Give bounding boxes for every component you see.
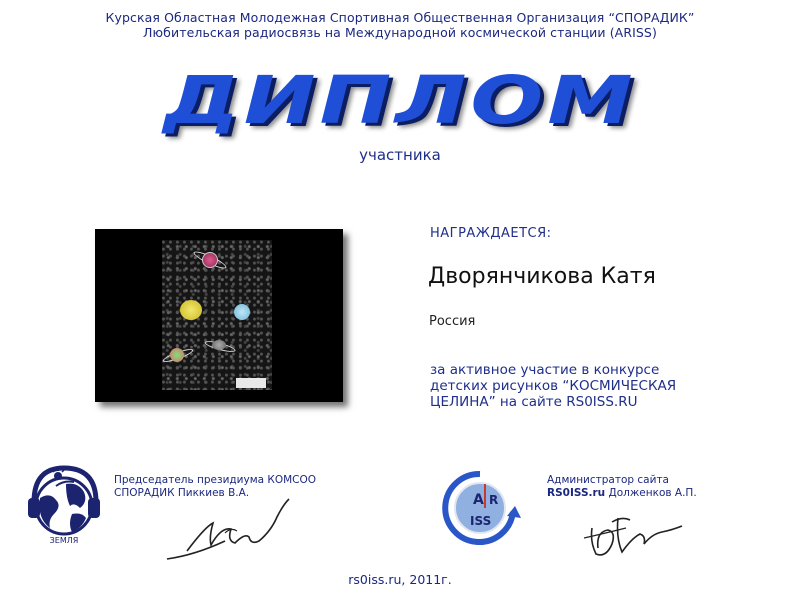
reason-line: ЦЕЛИНА” на сайте RS0ISS.RU [430, 394, 638, 410]
reason-line: детских рисунков “КОСМИЧЕСКАЯ [430, 378, 677, 394]
logo-caption: ЗЕМЛЯ [49, 536, 79, 545]
awarded-label: НАГРАЖДАЕТСЯ: [430, 226, 552, 241]
chair-signature [165, 497, 300, 565]
logo-letter-a: A [473, 492, 484, 508]
footer-text: rs0iss.ru, 2011г. [348, 572, 452, 587]
admin-name [547, 487, 697, 500]
planet [234, 304, 250, 320]
admin-person: Долженков А.П. [605, 487, 697, 499]
globe-headphones-logo [26, 462, 104, 546]
award-reason [430, 362, 770, 410]
recipient-name: Дворянчикова Катя [428, 264, 656, 289]
admin-signature [582, 508, 687, 563]
page-subtitle [0, 146, 800, 164]
reason-line: за активное участие в конкурсе [430, 362, 660, 378]
organization-name: Курская Областная Молодежная Спортивная Общественная Организация “СПОРАДИК” [105, 10, 695, 25]
drawing-photo [95, 229, 343, 402]
child-drawing [162, 240, 272, 390]
planet [212, 340, 226, 350]
admin-site: RS0ISS.ru [547, 487, 606, 499]
logo-iss-text: ISS [470, 514, 492, 528]
admin-signatory [547, 474, 697, 500]
page-title: ДИПЛОМ [163, 62, 637, 139]
recipient-country: Россия [429, 314, 476, 329]
admin-title: Администратор сайта [547, 474, 669, 486]
ariss-logo [437, 468, 523, 548]
logo-letter-r: R [489, 493, 499, 507]
chair-title: Председатель президиума КОМСОО [114, 474, 317, 486]
chair-name: СПОРАДИК Пиккиев В.А. [114, 487, 250, 499]
subtitle-text: участника [359, 146, 441, 164]
planet [180, 300, 202, 320]
planet [202, 252, 218, 268]
drawing-label [236, 378, 266, 388]
planet [170, 348, 184, 362]
program-name: Любительская радиосвязь на Международной космической станции (ARISS) [143, 25, 657, 40]
